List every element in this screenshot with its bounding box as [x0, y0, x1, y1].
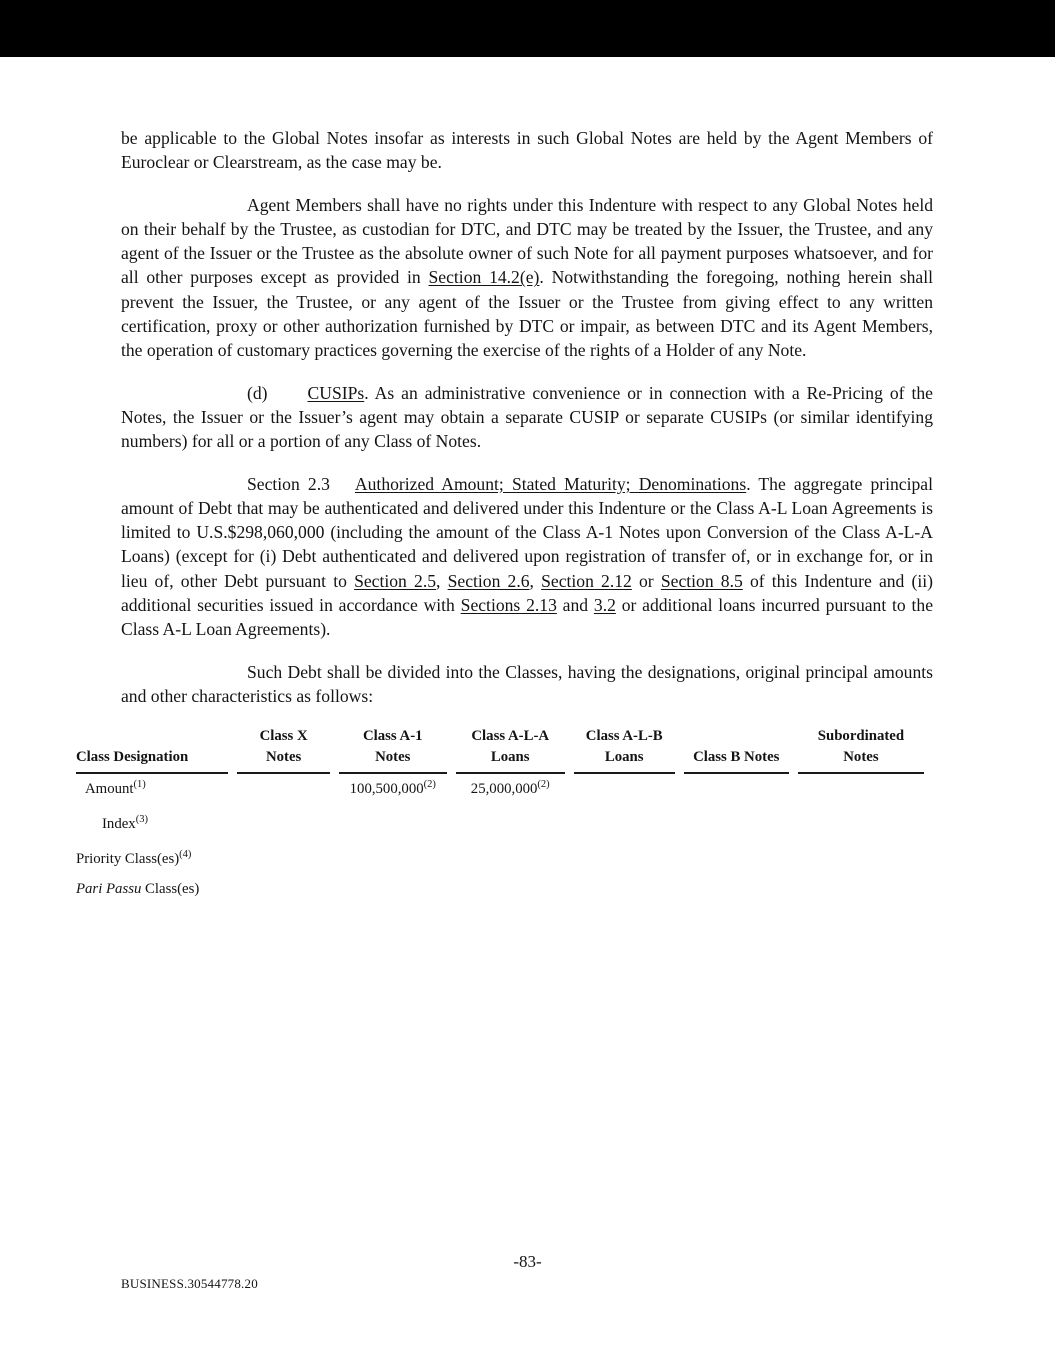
text-segment: Class X	[259, 728, 308, 745]
text-segment: 3.2	[593, 595, 616, 616]
doc-id: BUSINESS.30544778.20	[121, 1276, 258, 1291]
table-body	[76, 774, 924, 904]
text-segment: (2)	[423, 779, 436, 791]
table-cell	[456, 774, 565, 799]
text-segment: 25,000,000	[470, 781, 538, 798]
column-header-line	[456, 747, 565, 768]
table-cell	[339, 809, 447, 834]
column-header-line	[574, 747, 675, 768]
table-cell	[456, 899, 565, 904]
paragraph	[121, 660, 933, 709]
table-cell	[798, 899, 924, 904]
table-cell	[456, 809, 565, 834]
table-cell	[798, 809, 924, 834]
table-cell	[574, 899, 675, 904]
tab-space	[268, 381, 308, 405]
text-segment: Sections 2.13	[460, 595, 557, 616]
class-designation-table	[67, 726, 933, 904]
text-segment: Such Debt shall be divided into the Classes, having the designations, original principal amounts and other characteristics as follows:	[121, 661, 933, 706]
text-segment: Class A-L-A	[471, 728, 550, 745]
text-segment: (2)	[537, 779, 550, 791]
text-segment: 100,500,000	[349, 781, 424, 798]
table-cell	[684, 844, 789, 869]
text-segment: (3)	[135, 814, 148, 826]
text-segment: Amount	[85, 781, 134, 798]
table-cell	[574, 809, 675, 834]
paragraph	[121, 381, 933, 454]
text-segment: Section 2.12	[541, 570, 632, 591]
text-segment: Class(es)	[141, 881, 200, 898]
table-cell	[798, 774, 924, 799]
table-cell	[574, 774, 675, 799]
text-segment: Loans	[490, 749, 530, 766]
text-segment: be applicable to the Global Notes insofar as interests in such Global Notes are held by the Agent Members of Euroclear or Clearstream, as the case may be.	[121, 128, 933, 173]
column-header-line	[339, 726, 447, 747]
table-row-label	[76, 809, 228, 834]
table-cell	[339, 844, 447, 869]
table-row-label	[76, 774, 228, 799]
text-segment: Class A-L-B	[585, 728, 663, 745]
table-row	[76, 774, 924, 799]
column-header-line	[798, 726, 924, 747]
column-header	[574, 726, 675, 774]
text-segment: Section 8.5	[660, 570, 743, 591]
row-label-line	[102, 814, 228, 834]
text-segment: Class A-1	[362, 728, 423, 745]
text-segment: Authorized Amount; Stated Maturity; Denominations	[354, 473, 747, 494]
text-segment: . As an administrative convenience or in connection with a Re-Pricing of the Notes, the Issuer or the Issuer’s agent may obtain a separate CUSIP or separate CUSIPs (or similar identifying numbers) for all or a portion of any Class of Notes.	[121, 382, 933, 452]
column-header-line	[237, 747, 329, 768]
text-segment: Notes	[265, 749, 302, 766]
table-row	[76, 809, 924, 834]
column-header-line	[574, 726, 675, 747]
column-header	[798, 726, 924, 774]
table-head	[76, 726, 924, 774]
tab-space	[330, 472, 355, 496]
text-segment: (1)	[133, 779, 146, 791]
text-segment: Section 2.6	[447, 570, 530, 591]
table-cell	[798, 844, 924, 869]
column-header-line	[339, 747, 447, 768]
table-cell-line	[339, 779, 447, 799]
table-row-label	[76, 874, 228, 899]
paragraph	[121, 126, 933, 175]
table-cell	[237, 899, 329, 904]
table-cell	[456, 874, 565, 899]
table-cell	[339, 899, 447, 904]
text-segment: CUSIPs	[307, 382, 365, 403]
page-number: -83-	[513, 1252, 542, 1271]
table-row-label	[76, 844, 228, 869]
table-cell	[237, 809, 329, 834]
column-header	[237, 726, 329, 774]
table-cell	[684, 874, 789, 899]
text-segment: Class Designation	[76, 749, 189, 766]
table-cell	[456, 844, 565, 869]
text-segment: Notes	[375, 749, 411, 766]
column-header-line	[237, 726, 329, 747]
table-cell	[574, 844, 675, 869]
text-segment: Class B Notes	[693, 749, 780, 766]
column-header	[76, 726, 228, 774]
paragraph	[121, 193, 933, 363]
text-segment: Agent Members shall have no rights under this Indenture with respect to any Global Notes held on their behalf by the Trustee, as custodian for DTC, and DTC may be treated by the Issuer, the Trustee, and any agent of the Issuer or the Trustee as the absolute owner of such Note for all payment purposes whatsoever, and for all other purposes except as provided in	[121, 194, 933, 288]
column-header	[339, 726, 447, 774]
text-segment: Loans	[604, 749, 644, 766]
text-segment: Subordinated	[817, 728, 905, 745]
row-label-line	[76, 879, 228, 899]
column-header	[684, 726, 789, 774]
text-segment: (4)	[179, 849, 192, 861]
column-header-line	[76, 747, 228, 768]
text-segment: . The aggregate principal amount of Debt that may be authenticated and delivered under this Indenture or the Class A-L Loan Agreements is limited to U.S.$298,060,000 (including the amount of the Class A-1 Notes upon Conversion of the Class A-L-A Loans) (except for (i) Debt authenticated and delivered upon registration of transfer of, or in exchange for, or in lieu of, other Debt pursuant to	[121, 473, 933, 591]
table-cell	[574, 874, 675, 899]
text-segment: of this Indenture and (ii) additional securities issued in accordance with	[121, 570, 934, 616]
text-segment: (d)	[247, 382, 268, 403]
table-row	[76, 874, 924, 899]
body-paragraphs	[121, 126, 933, 708]
column-header-line	[684, 747, 789, 768]
table-cell	[339, 774, 447, 799]
text-segment: Pari Passu	[76, 881, 142, 898]
text-segment: Section 2.3	[247, 473, 330, 494]
text-segment: and	[556, 595, 594, 616]
text-segment: ,	[529, 570, 542, 591]
row-label-line	[76, 779, 228, 799]
scan-artifact-bar	[0, 0, 1055, 57]
table-row	[76, 844, 924, 869]
table-cell	[684, 774, 789, 799]
table-cell	[684, 809, 789, 834]
text-segment: ,	[436, 570, 448, 591]
text-segment: or	[631, 570, 661, 591]
text-segment: Index	[102, 816, 136, 833]
column-header	[456, 726, 565, 774]
text-segment: . Notwithstanding the foregoing, nothing herein shall prevent the Issuer, the Trustee, or any agent of the Issuer or the Trustee from giving effect to any written certification, proxy or other authorization furnished by DTC or impair, as between DTC and its Agent Members, the operation of customary practices governing the exercise of the rights of a Holder of any Note.	[121, 267, 933, 361]
table-cell	[237, 774, 329, 799]
table-cell-line	[456, 779, 565, 799]
table-cell	[798, 874, 924, 899]
column-header-line	[798, 747, 924, 768]
table-cell	[237, 874, 329, 899]
text-segment: Section 14.2(e)	[428, 267, 540, 288]
text-segment: Section 2.5	[354, 570, 437, 591]
table-cell	[339, 874, 447, 899]
row-label-line	[76, 849, 228, 869]
table-header-row	[76, 726, 924, 774]
text-segment: or additional loans incurred pursuant to the Class A-L Loan Agreements).	[121, 595, 934, 640]
column-header-line	[456, 726, 565, 747]
table-row-label	[76, 899, 228, 904]
paragraph	[121, 472, 933, 642]
text-segment: Notes	[843, 749, 879, 766]
table-cell	[237, 844, 329, 869]
table-cell	[684, 899, 789, 904]
document-body	[76, 126, 934, 904]
text-segment: Priority Class(es)	[76, 851, 180, 868]
table-row	[76, 899, 924, 904]
